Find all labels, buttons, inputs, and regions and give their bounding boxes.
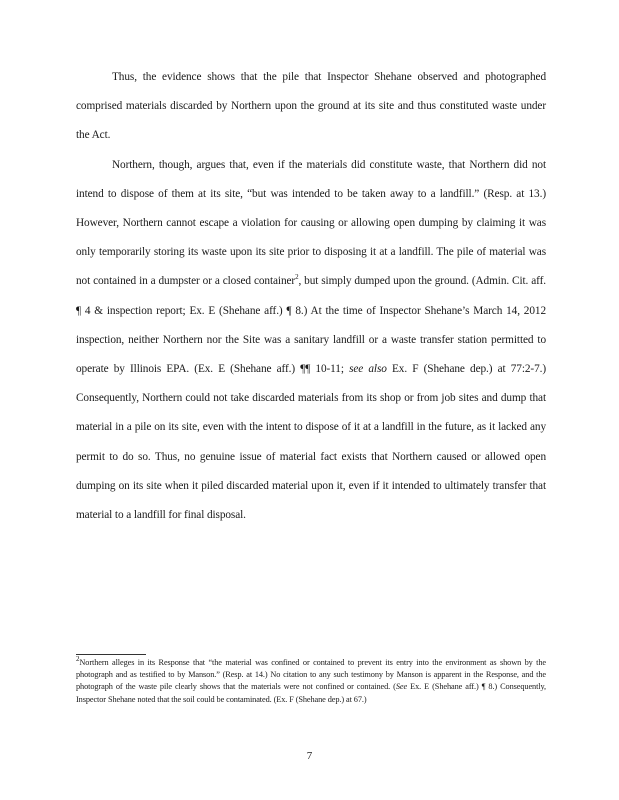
footnote-reference[interactable]: 2 xyxy=(295,273,299,282)
footnote-part-1: Northern alleges in its Response that “the material was confined or contained to prevent its entry into the environment as shown by the photograph and as testified to by Manson.” (Resp. at 14.) No citation to any such testimony by Manson is apparent in the Response, and the photograph of the waste pile clearly shows that the materials were not confined or contained. ( xyxy=(76,658,546,692)
page-number: 7 xyxy=(306,750,313,762)
footnote-divider xyxy=(76,654,146,655)
paragraph-2-part-1: Northern, though, argues that, even if the materials did constitute waste, that Northern did not intend to dispose of them at its site, “but was intended to be taken away to a landfill.” (Resp. at 13.) However, Northern cannot escape a violation for causing or allowing open dumping by claiming it was only temporarily storing its waste upon its site prior to disposing it at a landfill. The pile of material was not contained in a dumpster or a closed container xyxy=(76,158,546,288)
paragraph-1: Thus, the evidence shows that the pile that Inspector Shehane observed and photographed comprised materials discarded by Northern upon the ground at its site and thus constituted waste under the Act. xyxy=(76,71,546,142)
see-also-signal: see also xyxy=(349,363,387,376)
paragraph-2-part-2: , but simply dumped upon the ground. (Admin. Cit. aff. ¶ 4 & inspection report; Ex. E (Shehane aff.) ¶ 8.) At the time of Inspector Shehane’s March 14, 2012 inspection, neither Northern nor the Site was a sanitary landfill or a waste transfer station permitted to operate by Illinois EPA. (Ex. E (Shehane aff.) ¶¶ 10-11; xyxy=(76,275,547,376)
paragraph-2-part-3: Ex. F (Shehane dep.) at 77:2-7.) Consequently, Northern could not take discarded materials from its shop or from job sites and dump that material in a pile on its site, even with the intent to dispose of it at a landfill in the future, as it lacked any permit to do so. Thus, no genuine issue of material fact exists that Northern caused or allowed open dumping on its site when it piled discarded material upon it, even if it intended to ultimately transfer that material to a landfill for final disposal. xyxy=(76,363,547,522)
body-text xyxy=(76,63,546,530)
footnote xyxy=(76,657,546,706)
footnote-marker: 2 xyxy=(76,655,80,664)
see-signal: See xyxy=(395,682,408,692)
paragraph-2 xyxy=(76,151,546,531)
footnote-part-2: Ex. E (Shehane aff.) ¶ 8.) Consequently, Inspector Shehane noted that the soil could be contaminated. (Ex. F (Shehane dep.) at 67.) xyxy=(76,682,546,704)
